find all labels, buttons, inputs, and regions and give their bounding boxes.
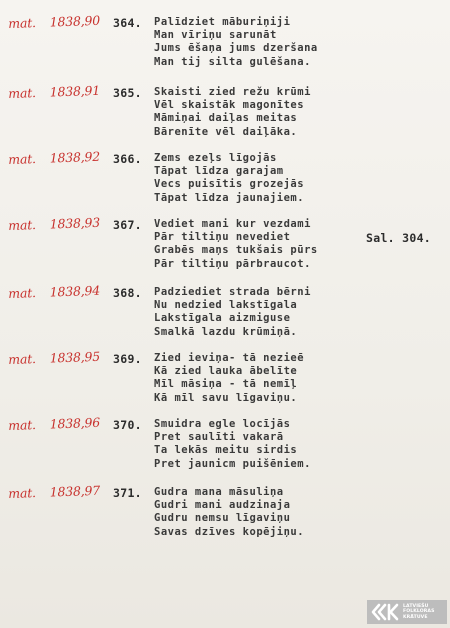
archive-reference: mat. 1838,90	[8, 12, 101, 31]
verse-line: Gudri mani audzinaja	[154, 499, 291, 512]
cross-reference: Sal. 304.	[366, 231, 432, 245]
verse-line: Man tij silta gulēšana.	[154, 55, 311, 68]
entry-number: 370.	[113, 418, 142, 432]
verse-lines	[154, 418, 311, 471]
verse-line: Kā zied lauka ābelīte	[154, 365, 298, 378]
verse-line: Palīdziet māburiņiji	[154, 16, 291, 28]
entry-number: 367.	[113, 218, 142, 232]
archive-reference: mat. 1838,95	[8, 348, 101, 367]
verse-line: Ta lekās meitu sirdis	[154, 444, 298, 457]
verse-lines	[154, 152, 304, 205]
verse-line: Jums ēšaņa jums dzeršana	[154, 42, 318, 55]
archive-reference: mat. 1838,92	[8, 148, 101, 167]
verse-lines	[154, 486, 304, 539]
verse-line: Nu nedzied lakstīgala	[154, 299, 298, 312]
verse-line: Pret saulīti vakarā	[154, 431, 284, 444]
verse-lines	[154, 218, 318, 271]
entry-number: 371.	[113, 486, 142, 500]
verse-line: Vēl skaistāk magonītes	[154, 99, 305, 112]
archive-logo-icon	[371, 603, 399, 621]
verse-line: Padziediet strada bērni	[154, 286, 311, 298]
archive-logo	[367, 600, 447, 624]
verse-line: Lakstīgala aizmiguse	[154, 312, 291, 325]
verse-line: Gudra mana māsuliņa	[154, 486, 284, 498]
verse-line: Grabēs maņs tukšais pūrs	[154, 244, 318, 257]
entry-number: 364.	[113, 16, 142, 30]
verse-line: Zied ieviņa- tā nezieē	[154, 352, 305, 364]
entry-number: 369.	[113, 352, 142, 366]
verse-line: Gudru nemsu līgaviņu	[154, 512, 291, 525]
archive-reference: mat. 1838,97	[8, 482, 101, 501]
verse-line: Māmiņai daiļas meitas	[154, 112, 298, 125]
verse-line: Pār tiltiņu pārbraucot.	[154, 257, 311, 270]
verse-line: Skaisti zied režu krūmi	[154, 86, 311, 98]
verse-line: Savas dzīves kopējiņu.	[154, 525, 305, 538]
verse-line: Vecs puisītis grozejās	[154, 178, 305, 191]
archive-reference: mat. 1838,91	[8, 82, 101, 101]
verse-line: Pār tiltiņu nevediet	[154, 231, 291, 244]
verse-lines	[154, 286, 311, 339]
verse-line: Smuidra egle locījās	[154, 418, 291, 430]
verse-line: Kā mīl savu līgaviņu.	[154, 391, 298, 404]
verse-line: Pret jaunicm puišēniem.	[154, 457, 311, 470]
verse-line: Man vīriņu sarunāt	[154, 29, 277, 42]
verse-line: Tāpat līdza garajam	[154, 165, 284, 178]
verse-line: Bārenīte vēl daiļāka.	[154, 125, 298, 138]
entry-number: 366.	[113, 152, 142, 166]
verse-lines	[154, 352, 304, 405]
entry-number: 368.	[113, 286, 142, 300]
archive-logo-text: LATVIEŠU FOLKLORAS KRĀTUVE	[403, 603, 435, 620]
archive-reference: mat. 1838,96	[8, 414, 101, 433]
verse-line: Tāpat līdza jaunajiem.	[154, 191, 305, 204]
verse-line: Mīl māsiņa - tā nemīļ	[154, 378, 298, 391]
entry-number: 365.	[113, 86, 142, 100]
verse-line: Smalkā lazdu krūmiņā.	[154, 325, 298, 338]
archive-reference: mat. 1838,94	[8, 282, 101, 301]
verse-line: Zems ezeļs līgojās	[154, 152, 277, 164]
verse-lines	[154, 86, 311, 139]
archive-reference: mat. 1838,93	[8, 214, 101, 233]
verse-lines	[154, 16, 318, 69]
verse-line: Vediet mani kur vezdami	[154, 218, 311, 230]
